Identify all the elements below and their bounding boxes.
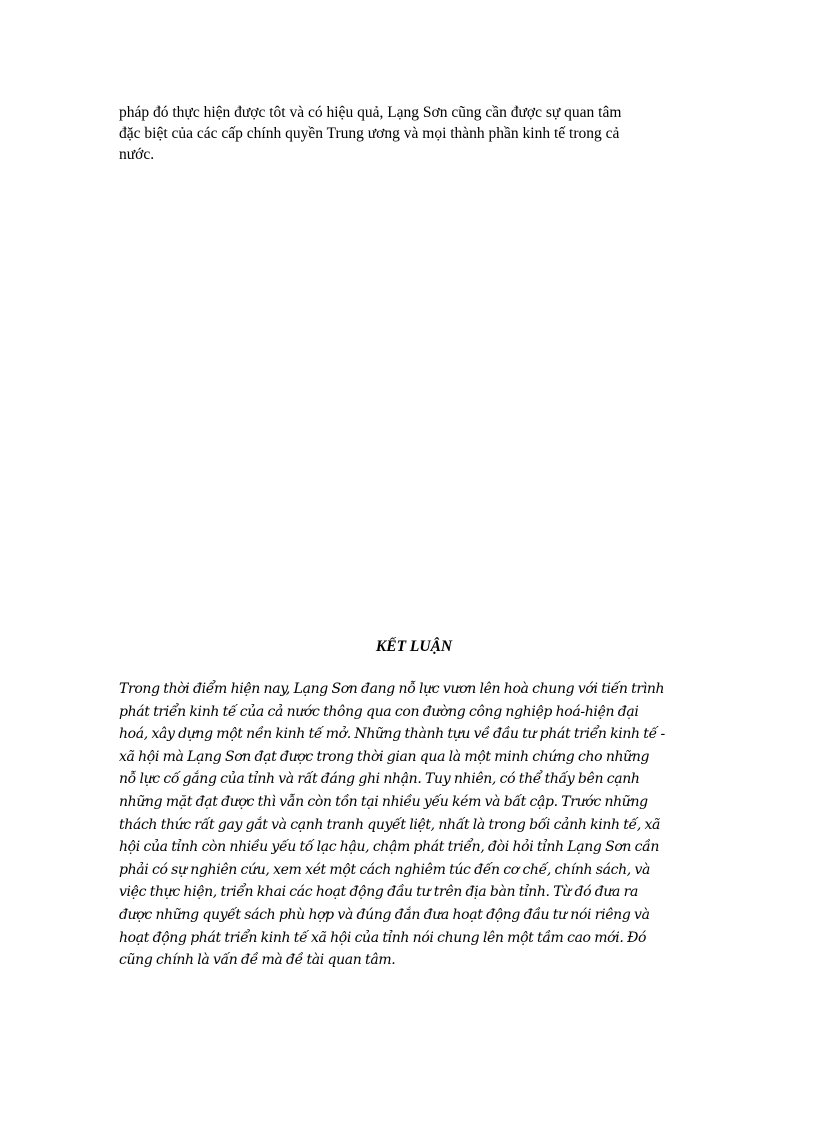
- paragraph-line: hội của tỉnh còn nhiều yếu tố lạc hậu, chậm phát triển, đòi hỏi tỉnh Lạng Sơn cần: [119, 839, 660, 856]
- paragraph-line: đặc biệt của các cấp chính quyền Trung ương và mọi thành phần kinh tế trong cả: [119, 125, 620, 142]
- conclusion-paragraph: [119, 678, 701, 972]
- paragraph-line: nỗ lực cố gắng của tỉnh và rất đáng ghi nhận. Tuy nhiên, có thể thấy bên cạnh: [119, 771, 640, 788]
- paragraph-line: xã hội mà Lạng Sơn đạt được trong thời gian qua là một minh chứng cho những: [119, 748, 650, 765]
- paragraph-line: nước.: [119, 146, 155, 163]
- paragraph-line: hoạt động phát triển kinh tế xã hội của tỉnh nói chung lên một tầm cao mới. Đó: [119, 929, 647, 946]
- intro-paragraph: [119, 102, 699, 165]
- paragraph-line: Trong thời điểm hiện nay, Lạng Sơn đang nỗ lực vươn lên hoà chung với tiến trình: [119, 681, 665, 697]
- paragraph-line: pháp đó thực hiện được tôt và có hiệu quả, Lạng Sơn cũng cần được sự quan tâm: [119, 104, 622, 121]
- paragraph-line: phát triển kinh tế của cả nước thông qua con đường công nghiệp hoá-hiện đại: [119, 703, 639, 720]
- paragraph-line: cũng chính là vấn đề mà đề tài quan tâm.: [119, 952, 396, 969]
- conclusion-heading: KẾT LUẬN: [375, 638, 453, 655]
- paragraph-line: phải có sự nghiên cứu, xem xét một cách nghiêm túc đến cơ chế, chính sách, và: [119, 861, 651, 878]
- paragraph-line: thách thức rất gay gắt và cạnh tranh quyết liệt, nhất là trong bối cảnh kinh tế, xã: [119, 816, 661, 833]
- paragraph-line: việc thực hiện, triển khai các hoạt động đầu tư trên địa bàn tỉnh. Từ đó đưa ra: [119, 884, 638, 901]
- paragraph-line: hoá, xây dựng một nền kinh tế mở. Những thành tựu về đầu tư phát triển kinh tế -: [119, 726, 665, 743]
- paragraph-line: những mặt đạt được thì vẫn còn tồn tại nhiều yếu kém và bất cập. Trước những: [119, 793, 648, 810]
- paragraph-line: được những quyết sách phù hợp và đúng đắn đưa hoạt động đầu tư nói riêng và: [119, 906, 650, 923]
